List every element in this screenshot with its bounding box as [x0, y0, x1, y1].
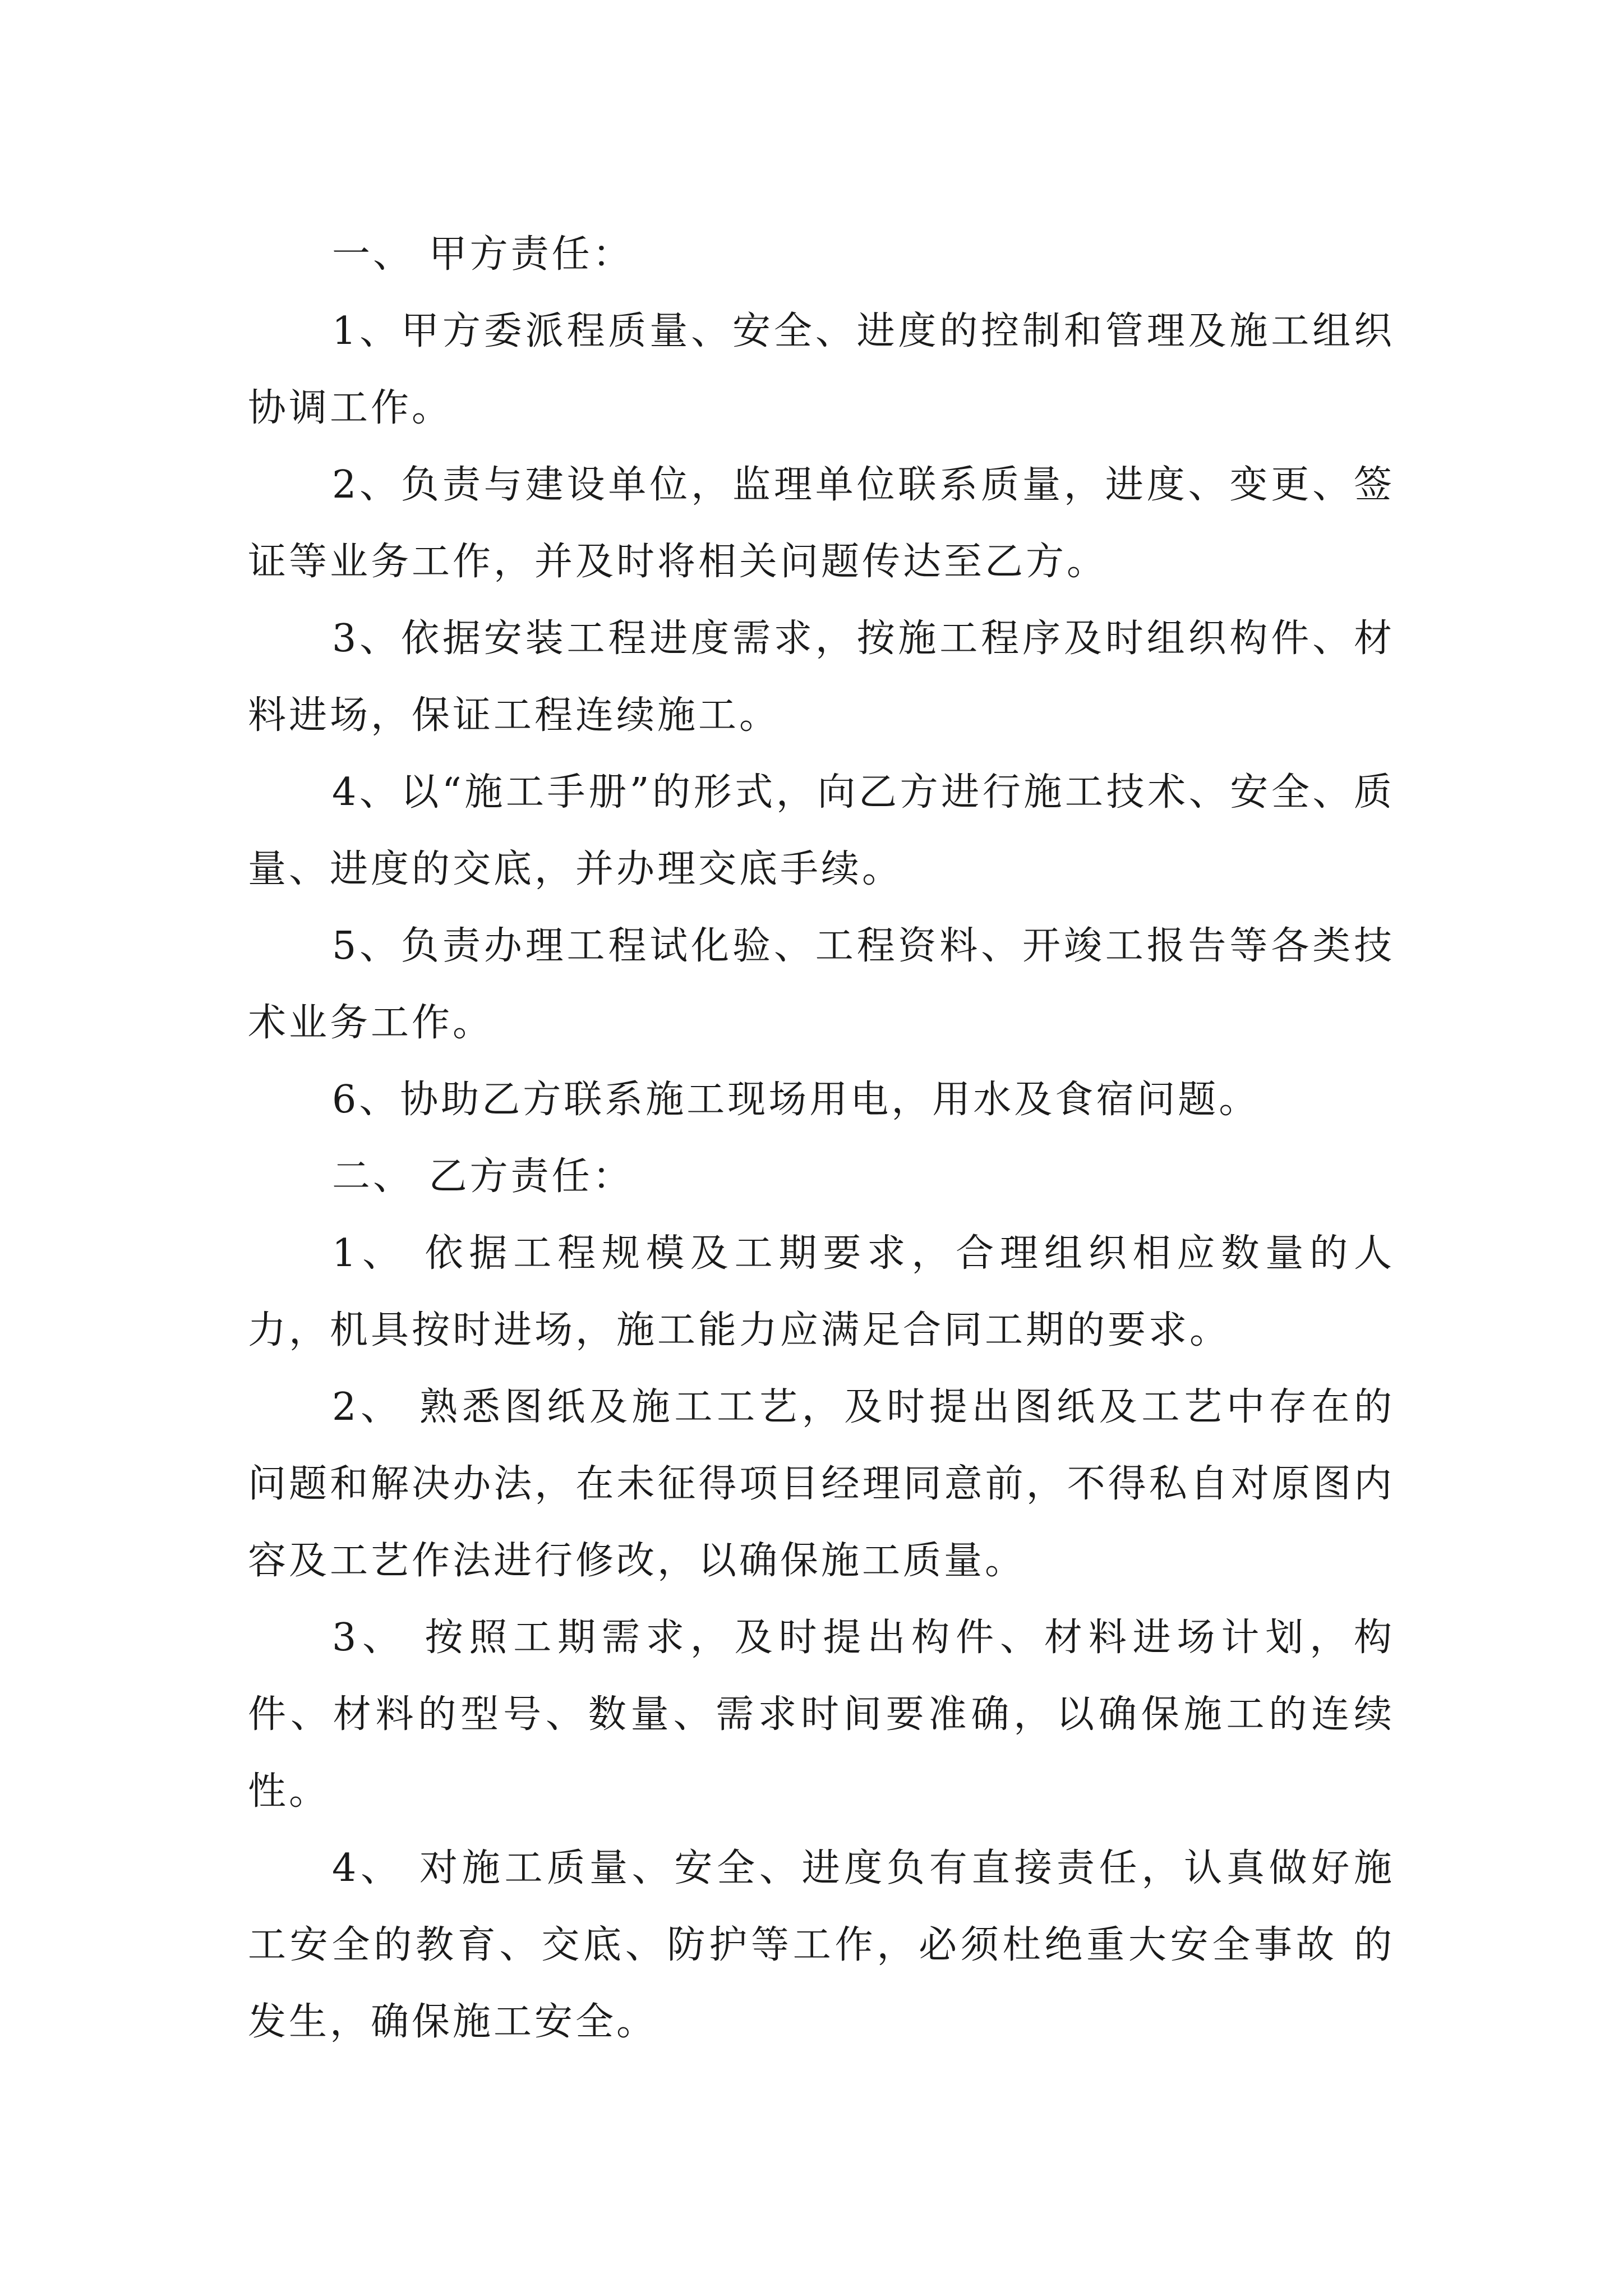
- party-a-item-2: 2、负责与建设单位，监理单位联系质量，进度、变更、签证等业务工作，并及时将相关问题传达至乙方。: [248, 463, 1395, 584]
- section-heading-party-a: 一、 甲方责任：: [332, 232, 634, 277]
- party-a-item-5: 5、负责办理工程试化验、工程资料、开竣工报告等各类技术业务工作。: [248, 924, 1395, 1045]
- party-b-item-4: 4、 对施工质量、安全、进度负有直接责任，认真做好施工安全的教育、交底、防护等工作，必须杜绝重大安全事故 的发生，确保施工安全。: [248, 1846, 1395, 2044]
- party-b-item-1: 1、 依据工程规模及工期要求，合理组织相应数量的人力，机具按时进场，施工能力应满足合同工期的要求。: [248, 1231, 1395, 1352]
- party-b-item-3: 3、 按照工期需求，及时提出构件、材料进场计划，构件、材料的型号、数量、需求时间要准确，以确保施工的连续性。: [248, 1616, 1395, 1814]
- party-a-item-6: 6、协助乙方联系施工现场用电，用水及食宿问题。: [332, 1078, 1260, 1122]
- party-b-item-2: 2、 熟悉图纸及施工工艺，及时提出图纸及工艺中存在的问题和解决办法，在未征得项目经理同意前，不得私自对原图内容及工艺作法进行修改，以确保施工质量。: [248, 1385, 1395, 1583]
- section-heading-party-b: 二、 乙方责任：: [332, 1154, 634, 1199]
- party-a-item-4: 4、以“施工手册”的形式，向乙方进行施工技术、安全、质量、进度的交底，并办理交底手续。: [248, 770, 1395, 891]
- party-a-item-3: 3、依据安装工程进度需求，按施工程序及时组织构件、材料进场，保证工程连续施工。: [248, 616, 1395, 738]
- party-a-item-1: 1、甲方委派程质量、安全、进度的控制和管理及施工组织协调工作。: [248, 309, 1395, 430]
- document-body: [248, 216, 1395, 2060]
